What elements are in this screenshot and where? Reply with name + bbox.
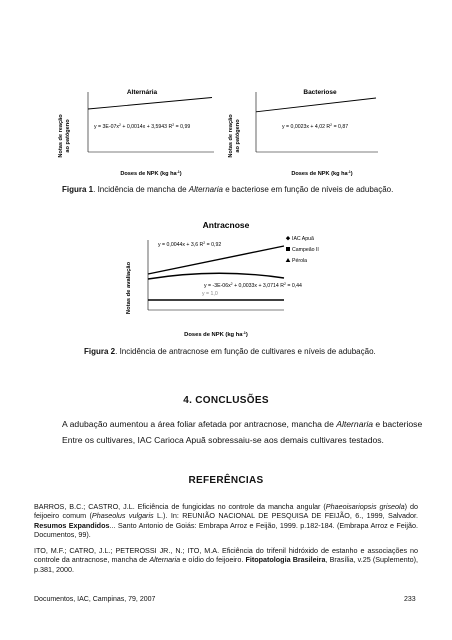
equation-iac-apua: y = 0,0044x + 3,6 $R^2 = 0,92$: [158, 241, 222, 248]
trendline-iac-apua: [148, 246, 284, 274]
chart-title: Bacteriose: [303, 89, 337, 96]
x-axis-label: Doses de NPK (kg $ha^{-1}$): [291, 170, 353, 177]
legend-label: Campeão II: [292, 247, 319, 253]
y-axis-label: ao patógeno: [235, 119, 241, 153]
conclusion-paragraph: Entre os cultivares, IAC Carioca Apuã sobressaiu-se aos demais cultivares testados.: [62, 435, 384, 445]
trendline: [88, 98, 212, 110]
y-axis-label: Notas de avaliação: [126, 261, 132, 315]
section-title-references: REFERÊNCIAS: [188, 475, 264, 486]
chart-title: Antracnose: [202, 220, 250, 230]
equation: y = 0,0023x + 4,02 $R^2 = 0,87$: [282, 123, 349, 130]
figure-1-caption: Figura 1. Incidência de mancha de Alternaria e bacteriose em função de níveis de adubação.: [62, 185, 394, 194]
legend: [286, 236, 319, 264]
y-axis-label: Notas de reação: [228, 114, 234, 158]
equation-perola: $y = -3E-06x^2 + 0,0033x + 3,0714$ $R^2 = 0,44$: [204, 282, 302, 289]
figure-label: Figura 2: [84, 347, 116, 356]
chart-title: Alternária: [126, 89, 158, 96]
figure-2-caption: Figura 2. Incidência de antracnose em função de cultivares e níveis de adubação.: [84, 347, 376, 356]
chart-alternaria: [54, 88, 224, 184]
equation: $y = 3E-07x^2 + 0,0014x + 3,5943$ $R^2 = 0,99$: [94, 123, 191, 130]
figure-label: Figura 1: [62, 185, 94, 194]
chart-bacteriose: [228, 88, 398, 184]
x-axis-label: Doses de NPK (kg $ha^{-1}$): [120, 170, 182, 177]
page-number: 233: [404, 596, 416, 603]
x-axis-label: Doses de NPK (kg $ha^{-1}$): [184, 331, 248, 338]
trendline-perola: [148, 273, 284, 279]
legend-marker-triangle: [286, 258, 291, 262]
reference-item: ITO, M.F.; CATRO, J.L.; PETEROSSI JR., N.; ITO, M.A. Eficiência do trifenil hidróxido de estanho e associações no controle da antracnose, mancha de Alternaria e oídio do feijoeiro. Fitopatologia Brasileira, Brasília, v.25 (Suplemento), p.381, 2000.: [34, 546, 418, 574]
legend-marker-square: [286, 247, 290, 251]
conclusion-paragraph: A adubação aumentou a área foliar afetada por antracnose, mancha de Alternaria e bacteriose: [62, 419, 423, 429]
legend-label: Pérola: [292, 258, 307, 264]
trendline: [256, 98, 376, 112]
legend-marker-diamond: [286, 236, 290, 240]
equation-campeao: y = 1,0: [202, 291, 218, 297]
footer-citation: Documentos, IAC, Campinas, 79, 2007: [34, 596, 156, 603]
section-title-conclusions: 4. CONCLUSÕES: [183, 395, 269, 406]
y-axis-label: ao patógeno: [65, 119, 71, 153]
chart-antracnose: [118, 216, 350, 344]
y-axis-label: Notas de reação: [58, 114, 64, 158]
reference-item: BARROS, B.C.; CASTRO, J.L. Eficiência de fungicidas no controle da mancha angular (Phaeoisariopsis griseola) do feijoeiro comum (Phaseolus vulgaris L.). In: REUNIÃO NACIONAL DE PESQUISA DE FEIJÃO, 6., 1999, Salvador. Resumos Expandidos... Santo Antonio de Goiás: Embrapa Arroz e Feijão, 1999. p.182-184. (Embrapa Arroz e Feijão. Documentos, 99).: [34, 502, 418, 540]
legend-label: IAC Apuã: [292, 236, 314, 242]
